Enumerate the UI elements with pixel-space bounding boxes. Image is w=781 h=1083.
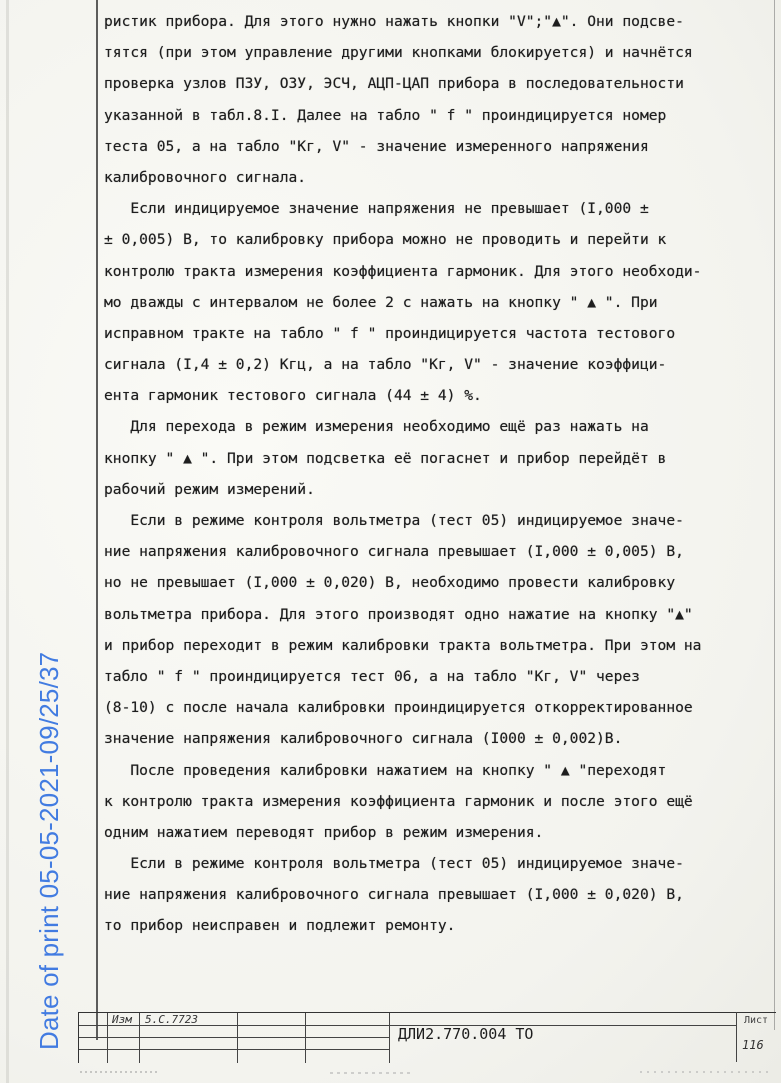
- text-line: Если в режиме контроля вольтметра (тест 05) индицируемое значе-: [104, 855, 684, 873]
- text-line: к контролю тракта измерения коэффициента гармоник и после этого ещё: [104, 792, 693, 810]
- title-block-row-line: [79, 1049, 389, 1050]
- text-line: значение напряжения калибровочного сигнала (I000 ± 0,002)В.: [104, 730, 623, 748]
- text-line: кнопку " ▲ ". При этом подсветка её погаснет и прибор перейдёт в: [104, 449, 667, 467]
- text-line: ента гармоник тестового сигнала (44 ± 4) %.: [104, 387, 482, 405]
- document-code: ДЛИ2.770.004 ТО: [398, 1025, 534, 1043]
- print-date-stamp: Date of print 05-05-2021-09/25/37: [34, 651, 64, 1050]
- text-line: табло " f " проиндицируется тест 06, а на табло "Кг, V" через: [104, 667, 640, 685]
- text-line: указанной в табл.8.I. Далее на табло " f " проиндицируется номер: [104, 106, 667, 124]
- text-line: но не превышает (I,000 ± 0,020) В, необходимо провести калибровку: [104, 574, 676, 592]
- left-margin-line: [96, 0, 98, 1040]
- text-line: ние напряжения калибровочного сигнала превышает (I,000 ± 0,005) В,: [104, 543, 684, 561]
- sheet-number: 116: [742, 1038, 764, 1052]
- text-line: ± 0,005) В, то калибровку прибора можно не проводить и перейти к: [104, 231, 667, 249]
- text-line: и прибор переходит в режим калибровки тракта вольтметра. При этом на: [104, 636, 702, 654]
- title-block-col-line: [237, 1013, 238, 1063]
- text-line: ристик прибора. Для этого нужно нажать кнопки "V";"▲". Они подсве-: [104, 13, 684, 30]
- scan-edge: [6, 0, 9, 1083]
- title-block-col-line: [107, 1013, 108, 1063]
- text-line: проверка узлов ПЗУ, ОЗУ, ЭСЧ, АЦП-ЦАП прибора в последовательности: [104, 75, 684, 93]
- title-block-row-line: [79, 1037, 389, 1038]
- text-line: мо дважды с интервалом не более 2 с нажать на кнопку " ▲ ". При: [104, 293, 658, 311]
- text-line: (8-10) с после начала калибровки проиндицируется откорректированное: [104, 699, 693, 717]
- right-margin-line: [774, 0, 775, 1030]
- title-block-col-line: [139, 1013, 140, 1063]
- body-text: [104, 6, 772, 942]
- title-block-col-line: [305, 1013, 306, 1063]
- text-line: контролю тракта измерения коэффициента гармоник. Для этого необходи-: [104, 262, 702, 280]
- text-line: одним нажатием переводят прибор в режим измерения.: [104, 823, 544, 841]
- text-line: то прибор неисправен и подлежит ремонту.: [104, 917, 456, 935]
- text-line: рабочий режим измерений.: [104, 480, 315, 498]
- text-line: сигнала (I,4 ± 0,2) Кгц, а на табло "Кг, V" - значение коэффици-: [104, 356, 667, 374]
- change-number: 5.С.7723: [145, 1013, 198, 1026]
- text-line: ние напряжения калибровочного сигнала превышает (I,000 ± 0,020) В,: [104, 886, 684, 904]
- text-line: теста 05, а на табло "Кг, V" - значение измеренного напряжения: [104, 137, 649, 155]
- text-line: тятся (при этом управление другими кнопками блокируется) и начнётся: [104, 44, 693, 62]
- text-line: Для перехода в режим измерения необходимо ещё раз нажать на: [104, 418, 649, 436]
- title-block-col-line: [389, 1013, 390, 1063]
- text-line: исправном тракте на табло " f " проиндицируется частота тестового: [104, 324, 676, 342]
- change-label: Изм: [112, 1013, 132, 1026]
- text-line: вольтметра прибора. Для этого производят одно нажатие на кнопку "▲": [104, 605, 693, 623]
- text-line: Если в режиме контроля вольтметра (тест 05) индицируемое значе-: [104, 512, 684, 529]
- sheet-label: Лист: [744, 1015, 769, 1026]
- text-line: калибровочного сигнала.: [104, 168, 307, 186]
- text-line: Если индицируемое значение напряжения не превышает (I,000 ±: [104, 200, 649, 218]
- scan-noise: [80, 1066, 780, 1078]
- text-line: После проведения калибровки нажатием на кнопку " ▲ "переходят: [104, 761, 667, 779]
